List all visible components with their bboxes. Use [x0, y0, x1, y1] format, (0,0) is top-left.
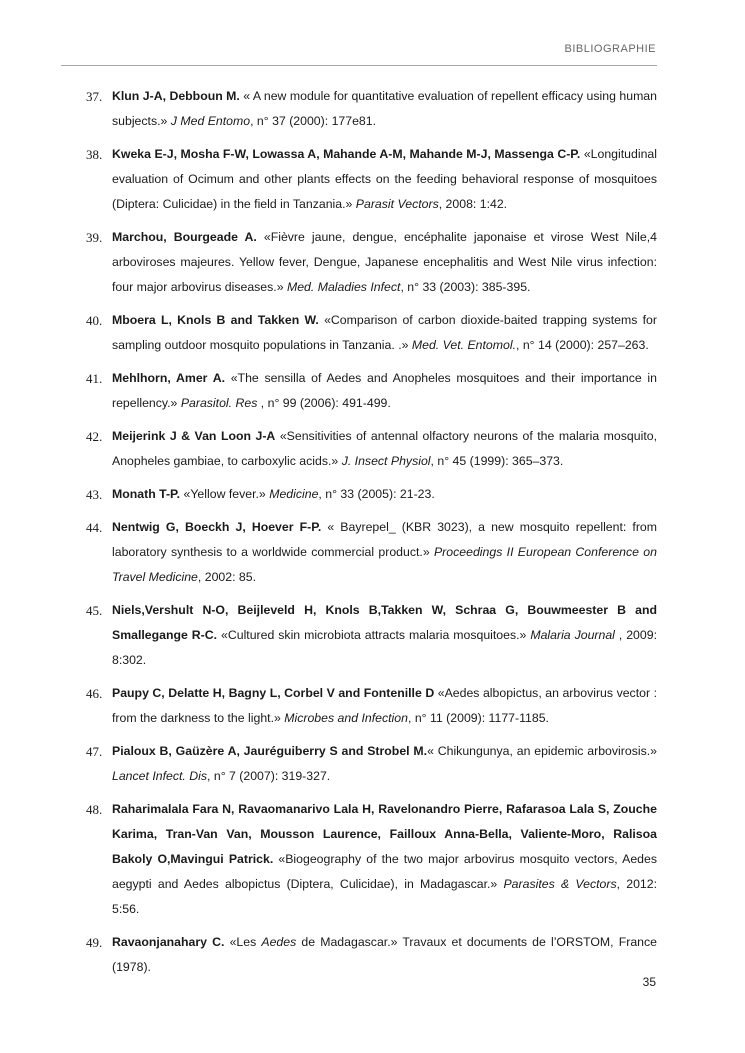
- reference-journal: J Med Entomo: [170, 114, 251, 128]
- reference-title: «Longitudinal evaluation of Ocimum and other plants effects on the feeding behavioral response of mosquitoes (Diptera: Culicidae) in the field in Tanzania.»: [112, 147, 657, 211]
- reference-details: , 2009: 8:302.: [112, 628, 657, 667]
- reference-item: [72, 142, 657, 217]
- reference-item: [72, 681, 657, 731]
- reference-item: [72, 739, 657, 789]
- reference-number: 43.: [86, 487, 103, 502]
- reference-title: «Fièvre jaune, dengue, encéphalite japonaise et virose West Nile,4 arboviroses majeures. Yellow fever, Dengue, Japanese encephalitis and West Nile virus infection: four major arbovirus diseases.»: [112, 230, 657, 294]
- reference-title: «Aedes albopictus, an arbovirus vector : from the darkness to the light.»: [112, 686, 657, 725]
- reference-authors: Pialoux B, Gaüzère A, Jauréguiberry S and Strobel M.: [112, 744, 428, 758]
- reference-details: , n° 7 (2007): 319-327.: [207, 769, 331, 783]
- reference-journal: Parasitol. Res: [180, 396, 258, 410]
- reference-number: 46.: [86, 686, 103, 701]
- reference-authors: Mehlhorn, Amer A.: [112, 371, 225, 385]
- header-rule: [61, 65, 657, 66]
- reference-item: [72, 930, 657, 980]
- reference-number: 38.: [86, 147, 103, 162]
- reference-item: [72, 598, 657, 673]
- reference-journal: Med. Vet. Entomol.: [411, 338, 516, 352]
- reference-authors: Monath T-P.: [112, 487, 181, 501]
- reference-journal: Lancet Infect. Dis: [112, 769, 208, 783]
- reference-title: « A new module for quantitative evaluation of repellent efficacy using human subjects.»: [112, 89, 657, 128]
- reference-number: 41.: [86, 371, 103, 386]
- reference-authors: Paupy C, Delatte H, Bagny L, Corbel V and Fontenille D: [112, 686, 435, 700]
- reference-authors: Mboera L, Knols B and Takken W.: [112, 313, 319, 327]
- reference-authors: Marchou, Bourgeade A.: [112, 230, 257, 244]
- reference-authors: Ravaonjanahary C.: [112, 935, 225, 949]
- reference-number: 42.: [86, 429, 103, 444]
- reference-number: 39.: [86, 230, 103, 245]
- reference-title: «Yellow fever.»: [180, 487, 270, 501]
- reference-number: 45.: [86, 603, 103, 618]
- reference-number: 44.: [86, 520, 103, 535]
- reference-details: , n° 45 (1999): 365–373.: [430, 454, 564, 468]
- reference-title: «Les: [224, 935, 262, 949]
- reference-journal: Med. Maladies Infect: [286, 280, 401, 294]
- reference-item: [72, 366, 657, 416]
- reference-details: , 2002: 85.: [197, 570, 257, 584]
- reference-number: 47.: [86, 744, 103, 759]
- reference-details: , n° 11 (2009): 1177-1185.: [407, 711, 549, 725]
- reference-journal: Parasites & Vectors: [503, 877, 617, 891]
- reference-authors: Raharimalala Fara N, Ravaomanarivo Lala H, Ravelonandro Pierre, Rafarasoa Lala S, Zouche Karima, Tran-Van Van, Mousson Laurence, Failloux Anna-Bella, Valiente-Moro, Ralisoa Bakoly O,Mavingui Patrick.: [112, 802, 657, 866]
- reference-details: , n° 99 (2006): 491-499.: [257, 396, 391, 410]
- reference-journal: Microbes and Infection: [284, 711, 408, 725]
- reference-journal: Medicine: [269, 487, 319, 501]
- page-number: 35: [642, 975, 656, 989]
- reference-item: [72, 797, 657, 922]
- reference-details: de Madagascar.» Travaux et documents de l’ORSTOM, France (1978).: [112, 935, 658, 974]
- reference-item: [72, 424, 657, 474]
- reference-authors: Nentwig G, Boeckh J, Hoever F-P.: [112, 520, 322, 534]
- reference-title: « Chikungunya, an epidemic arbovirosis.»: [427, 744, 657, 758]
- reference-authors: Meijerink J & Van Loon J-A: [112, 429, 276, 443]
- reference-details: , n° 14 (2000): 257–263.: [516, 338, 649, 352]
- reference-journal: Proceedings II European Conference on Travel Medicine: [112, 545, 657, 584]
- reference-title: «Cultured skin microbiota attracts malaria mosquitoes.»: [217, 628, 531, 642]
- reference-number: 49.: [86, 935, 103, 950]
- reference-journal: Parasit Vectors: [355, 197, 439, 211]
- reference-details: , 2012: 5:56.: [112, 877, 658, 916]
- reference-details: , n° 37 (2000): 177e81.: [250, 114, 377, 128]
- reference-title: «Comparison of carbon dioxide-baited trapping systems for sampling outdoor mosquito populations in Tanzania. .»: [112, 313, 657, 352]
- reference-item: [72, 308, 657, 358]
- reference-journal: Aedes: [261, 935, 297, 949]
- reference-title: «Sensitivities of antennal olfactory neurons of the malaria mosquito, Anopheles gambiae, to carboxylic acids.»: [112, 429, 657, 468]
- reference-number: 48.: [86, 802, 103, 817]
- reference-item: [72, 515, 657, 590]
- reference-title: «Biogeography of the two major arbovirus mosquito vectors, Aedes aegypti and Aedes albopictus (Diptera, Culicidae), in Madagascar.»: [112, 852, 657, 891]
- reference-number: 37.: [86, 89, 103, 104]
- reference-details: , n° 33 (2005): 21-23.: [318, 487, 435, 501]
- reference-journal: J. Insect Physiol: [341, 454, 431, 468]
- reference-item: [72, 482, 657, 507]
- reference-journal: Malaria Journal: [530, 628, 615, 642]
- reference-title: « Bayrepel_ (KBR 3023), a new mosquito repellent: from laboratory synthesis to a worldwide commercial product.»: [112, 520, 657, 559]
- reference-authors: Klun J-A, Debboun M.: [112, 89, 240, 103]
- reference-item: [72, 225, 657, 300]
- reference-authors: Niels,Vershult N-O, Beijleveld H, Knols B,Takken W, Schraa G, Bouwmeester B and Smallegange R-C.: [112, 603, 657, 642]
- reference-item: [72, 84, 657, 134]
- reference-details: , 2008: 1:42.: [438, 197, 508, 211]
- reference-authors: Kweka E-J, Mosha F-W, Lowassa A, Mahande A-M, Mahande M-J, Massenga C-P.: [112, 147, 581, 161]
- reference-number: 40.: [86, 313, 103, 328]
- reference-list: [72, 84, 657, 988]
- reference-details: , n° 33 (2003): 385-395.: [400, 280, 531, 294]
- running-header: BIBLIOGRAPHIE: [564, 43, 656, 55]
- reference-title: «The sensilla of Aedes and Anopheles mosquitoes and their importance in repellency.»: [112, 371, 657, 410]
